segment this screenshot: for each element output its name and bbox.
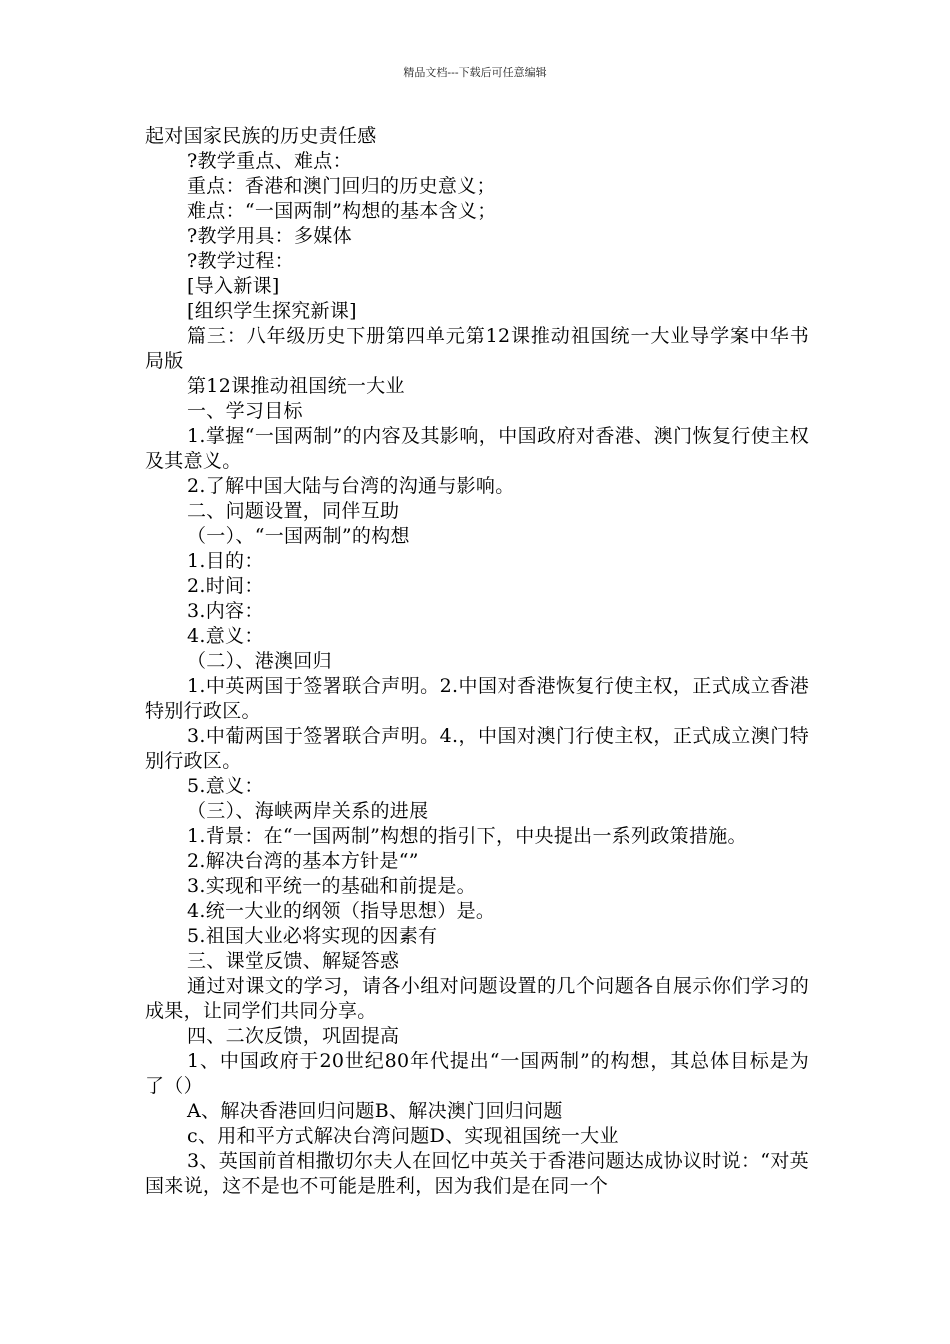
paragraph: 1.中英两国于签署联合声明。2.中国对香港恢复行使主权，正式成立香港特别行政区。: [145, 675, 809, 722]
paragraph: A、解决香港回归问题B、解决澳门回归问题: [187, 1100, 563, 1122]
paragraph: 难点：“一国两制”构想的基本含义；: [187, 200, 497, 222]
paragraph: 3.实现和平统一的基础和前提是。: [187, 875, 476, 897]
paragraph: （一）、“一国两制”的构想: [187, 525, 410, 547]
paragraph: 1.掌握“一国两制”的内容及其影响，中国政府对香港、澳门恢复行使主权及其意义。: [145, 425, 809, 472]
paragraph: 3.内容：: [187, 600, 264, 622]
paragraph: 3、英国前首相撒切尔夫人在回忆中英关于香港问题达成协议时说：“对英国来说，这不是也不可能是胜利，因为我们是在同一个: [145, 1150, 809, 1197]
paragraph: （三）、海峡两岸关系的进展: [187, 800, 429, 822]
paragraph: 重点：香港和澳门回归的历史意义；: [187, 175, 496, 197]
document-body: [145, 124, 809, 1199]
paragraph: 3.中葡两国于签署联合声明。4.，中国对澳门行使主权，正式成立澳门特别行政区。: [145, 725, 809, 772]
paragraph: 4.意义：: [187, 625, 264, 647]
paragraph: 第12课推动祖国统一大业: [187, 375, 405, 397]
paragraph: 2.解决台湾的基本方针是“”: [187, 850, 419, 872]
paragraph: 2.了解中国大陆与台湾的沟通与影响。: [187, 475, 515, 497]
paragraph: 5.祖国大业必将实现的因素有: [187, 925, 438, 947]
page-header: 精品文档---下载后可任意编辑: [403, 66, 547, 79]
paragraph: 5.意义：: [187, 775, 264, 797]
paragraph: 4.统一大业的纲领（指导思想）是。: [187, 900, 496, 922]
paragraph: （二）、港澳回归: [187, 650, 332, 672]
paragraph: 四、二次反馈，巩固提高: [187, 1025, 400, 1047]
paragraph: 通过对课文的学习，请各小组对问题设置的几个问题各自展示你们学习的成果，让同学们共同分享。: [145, 975, 809, 1022]
paragraph: 1.背景：在“一国两制”构想的指引下，中央提出一系列政策措施。: [187, 825, 747, 847]
paragraph: [组织学生探究新课]: [187, 300, 357, 322]
paragraph: ?教学重点、难点：: [187, 150, 352, 172]
paragraph: [导入新课]: [187, 275, 280, 297]
paragraph: 1.目的：: [187, 550, 264, 572]
paragraph: 三、课堂反馈、解疑答惑: [187, 950, 400, 972]
paragraph: 篇三：八年级历史下册第四单元第12课推动祖国统一大业导学案中华书局版: [145, 325, 809, 372]
paragraph: ?教学过程：: [187, 250, 294, 272]
paragraph: c、用和平方式解决台湾问题D、实现祖国统一大业: [187, 1125, 619, 1147]
paragraph: 二、问题设置，同伴互助: [187, 500, 400, 522]
paragraph: 2.时间：: [187, 575, 264, 597]
paragraph: 一、学习目标: [187, 400, 303, 422]
paragraph: ?教学用具：多媒体: [187, 225, 352, 247]
paragraph: 起对国家民族的历史责任感: [145, 125, 377, 147]
paragraph: 1、中国政府于20世纪80年代提出“一国两制”的构想，其总体目标是为了（）: [145, 1050, 809, 1097]
